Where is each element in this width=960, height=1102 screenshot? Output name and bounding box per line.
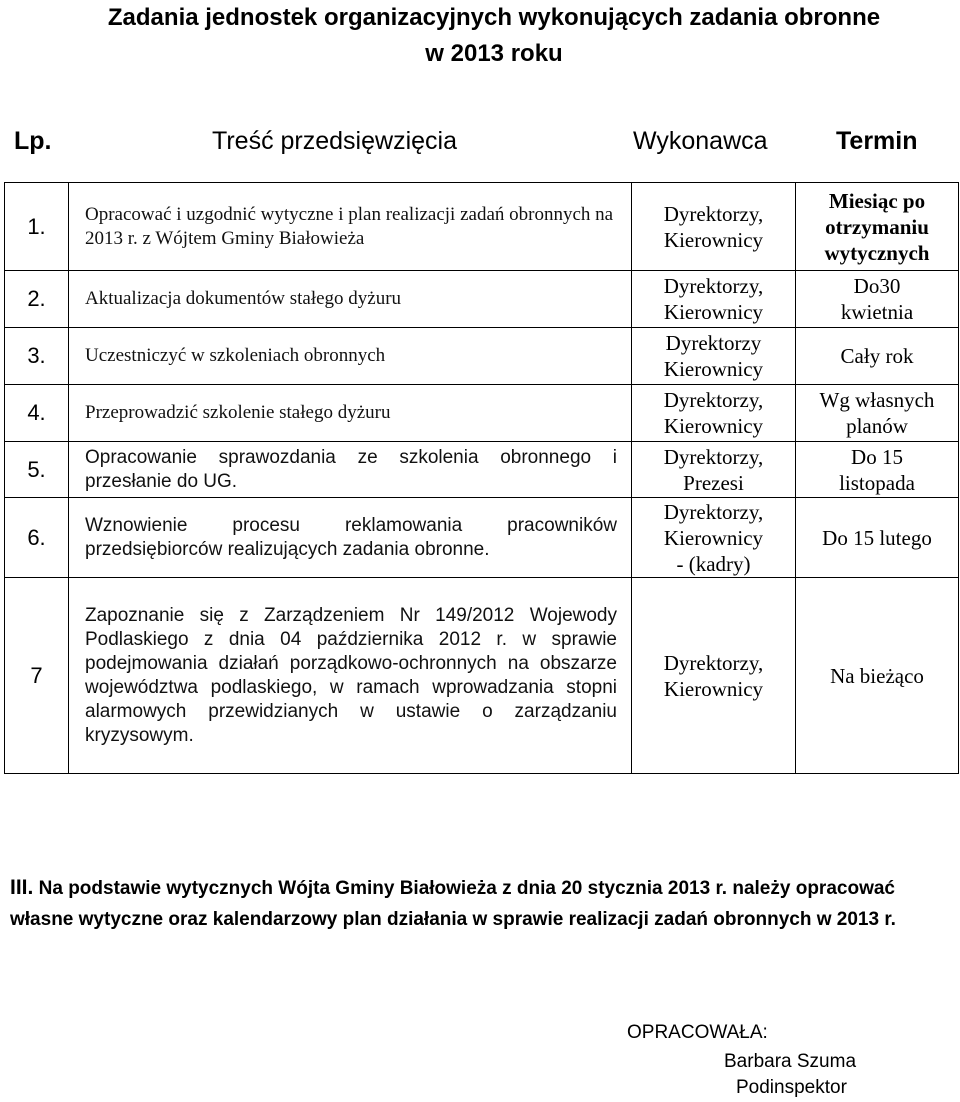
row-number: 4. bbox=[5, 385, 69, 442]
deadline-line: listopada bbox=[839, 470, 915, 495]
row-deadline bbox=[796, 271, 959, 328]
table-row bbox=[5, 328, 959, 385]
deadline-line: otrzymaniu bbox=[825, 214, 929, 239]
deadline-line: kwietnia bbox=[840, 300, 914, 324]
executor-line: Kierownicy bbox=[663, 300, 764, 324]
executor-line: Dyrektorzy bbox=[665, 331, 762, 355]
row-deadline bbox=[796, 183, 959, 271]
deadline-line: Na bieżąco bbox=[830, 663, 924, 688]
executor-line: Kierownicy bbox=[663, 414, 764, 438]
executor-line: Dyrektorzy, bbox=[663, 650, 764, 675]
row-executor bbox=[632, 271, 796, 328]
deadline-line: Do 15 lutego bbox=[822, 525, 932, 550]
row-number: 3. bbox=[5, 328, 69, 385]
deadline-line: Cały rok bbox=[840, 344, 914, 368]
executor-line: Dyrektorzy, bbox=[663, 499, 764, 524]
table-row bbox=[5, 578, 959, 774]
deadline-line: Wg własnych bbox=[819, 388, 935, 412]
row-number: 6. bbox=[5, 498, 69, 578]
table-row bbox=[5, 183, 959, 271]
row-executor bbox=[632, 385, 796, 442]
row-number: 1. bbox=[5, 183, 69, 271]
tasks-table bbox=[4, 182, 959, 774]
header-tresc: Treść przedsięwzięcia bbox=[212, 127, 457, 155]
executor-line: Kierownicy bbox=[663, 227, 764, 252]
deadline-line: Miesiąc po bbox=[828, 188, 926, 213]
executor-line: Kierownicy bbox=[663, 357, 764, 381]
row-content: Opracowanie sprawozdania ze szkolenia obronnego i przesłanie do UG. bbox=[69, 442, 632, 498]
row-executor bbox=[632, 498, 796, 578]
row-number: 5. bbox=[5, 442, 69, 498]
deadline-line: planów bbox=[846, 414, 908, 438]
row-deadline bbox=[796, 328, 959, 385]
row-content: Uczestniczyć w szkoleniach obronnych bbox=[69, 328, 632, 385]
executor-line: Prezesi bbox=[683, 470, 744, 495]
table-row bbox=[5, 442, 959, 498]
row-executor bbox=[632, 328, 796, 385]
row-content: Aktualizacja dokumentów stałego dyżuru bbox=[69, 271, 632, 328]
row-content: Opracować i uzgodnić wytyczne i plan realizacji zadań obronnych na 2013 r. z Wójtem Gminy Białowieża bbox=[69, 183, 632, 271]
row-deadline bbox=[796, 385, 959, 442]
section-iii-paragraph bbox=[10, 872, 954, 935]
executor-line: Kierownicy bbox=[663, 676, 764, 701]
row-content: Zapoznanie się z Zarządzeniem Nr 149/2012 Wojewody Podlaskiego z dnia 04 października 2012 r. w sprawie podejmowania działań porządkowo-ochronnych na obszarze województwa podlaskiego, w ramach wprowadzania stopni alarmowych przewidzianych w ustawie o zarządzaniu kryzysowym. bbox=[69, 578, 632, 774]
signature-heading: OPRACOWAŁA: bbox=[627, 1022, 768, 1043]
signature-name: Barbara Szuma bbox=[724, 1051, 857, 1072]
header-termin: Termin bbox=[836, 127, 918, 155]
deadline-line: Do 15 bbox=[851, 444, 903, 469]
section-number: III. bbox=[10, 876, 34, 899]
title-line-2: w 2013 roku bbox=[425, 40, 563, 67]
executor-line: Dyrektorzy, bbox=[663, 444, 764, 469]
executor-line: Dyrektorzy, bbox=[663, 388, 764, 412]
executor-line: - (kadry) bbox=[676, 551, 751, 576]
table-row bbox=[5, 385, 959, 442]
row-deadline bbox=[796, 498, 959, 578]
header-lp: Lp. bbox=[14, 127, 52, 155]
header-wykonawca: Wykonawca bbox=[633, 127, 768, 155]
row-executor bbox=[632, 578, 796, 774]
executor-line: Dyrektorzy, bbox=[663, 274, 764, 298]
title-line-1: Zadania jednostek organizacyjnych wykonujących zadania obronne bbox=[107, 4, 881, 31]
row-deadline bbox=[796, 442, 959, 498]
deadline-line: Do30 bbox=[853, 274, 901, 298]
section-text: Na podstawie wytycznych Wójta Gminy Białowieża z dnia 20 stycznia 2013 r. należy opracować własne wytyczne oraz kalendarzowy plan działania w sprawie realizacji zadań obronnych w 2013 r. bbox=[10, 878, 896, 930]
row-executor bbox=[632, 442, 796, 498]
signature-role: Podinspektor bbox=[736, 1077, 847, 1098]
executor-line: Kierownicy bbox=[663, 525, 764, 550]
deadline-line: wytycznych bbox=[824, 240, 930, 265]
document-title bbox=[0, 0, 960, 72]
row-number: 7 bbox=[5, 578, 69, 774]
row-number: 2. bbox=[5, 271, 69, 328]
executor-line: Dyrektorzy, bbox=[663, 201, 764, 226]
table-row bbox=[5, 271, 959, 328]
row-deadline bbox=[796, 578, 959, 774]
row-content: Przeprowadzić szkolenie stałego dyżuru bbox=[69, 385, 632, 442]
row-content: Wznowienie procesu reklamowania pracowników przedsiębiorców realizujących zadania obronne. bbox=[69, 498, 632, 578]
row-executor bbox=[632, 183, 796, 271]
table-row bbox=[5, 498, 959, 578]
